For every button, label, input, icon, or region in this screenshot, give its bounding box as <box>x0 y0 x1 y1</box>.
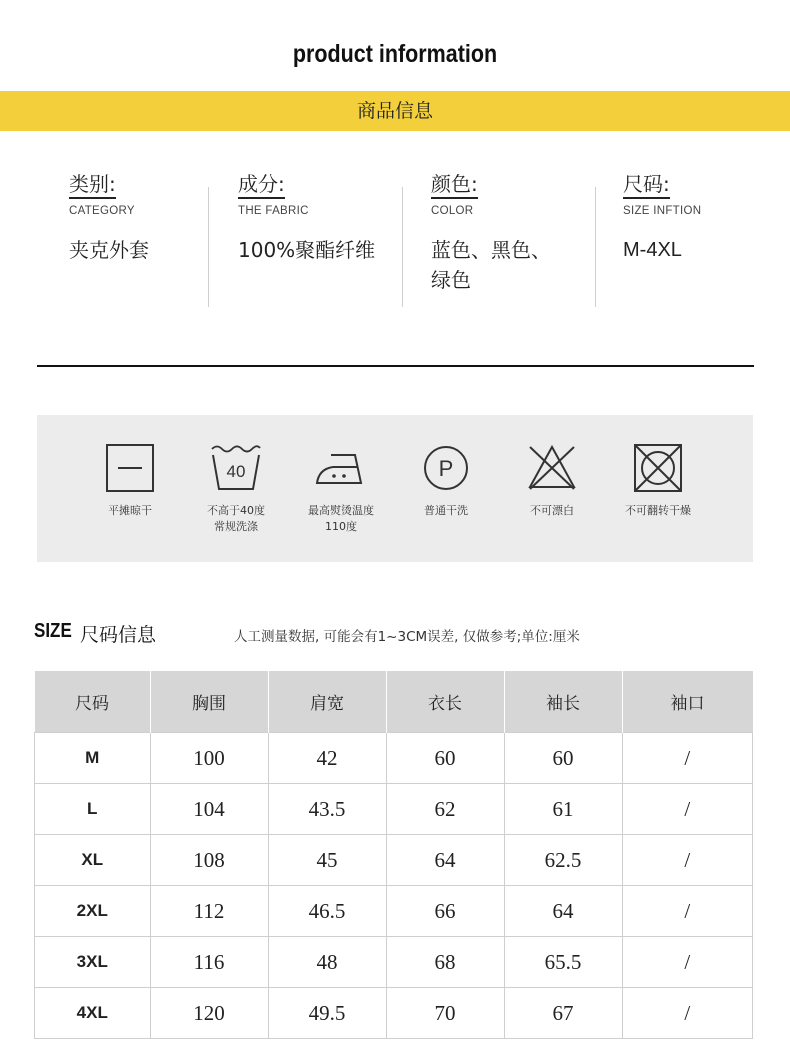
table-cell: 61 <box>504 784 622 835</box>
table-cell: 3XL <box>35 937 151 988</box>
info-value: 夹克外套 <box>69 238 149 262</box>
iron-icon <box>313 443 369 493</box>
table-cell: 100 <box>150 733 268 784</box>
care-label-line: 110度 <box>325 520 357 533</box>
info-fabric <box>238 172 393 308</box>
info-value: M-4XL <box>623 239 682 261</box>
band-label: 商品信息 <box>356 100 433 122</box>
care-label: 平摊晾干 <box>108 504 152 517</box>
table-cell: / <box>622 937 753 988</box>
column-header: 袖长 <box>504 671 622 733</box>
table-cell: 108 <box>150 835 268 886</box>
divider <box>402 187 403 307</box>
svg-text:40: 40 <box>226 462 246 481</box>
table-cell: 64 <box>504 886 622 937</box>
table-row <box>35 835 753 886</box>
table-cell: 65.5 <box>504 937 622 988</box>
table-cell: 112 <box>150 886 268 937</box>
care-label-line: 不高于40度 <box>207 504 265 517</box>
table-row <box>35 988 753 1039</box>
table-cell: / <box>622 886 753 937</box>
table-cell: 66 <box>386 886 504 937</box>
table-cell: 104 <box>150 784 268 835</box>
info-value: 100%聚酯纤维 <box>238 238 376 262</box>
info-subheading: COLOR <box>431 205 474 217</box>
column-header: 袖口 <box>622 671 753 733</box>
table-cell: / <box>622 784 753 835</box>
column-header: 尺码 <box>35 671 151 733</box>
divider <box>208 187 209 307</box>
table-cell: 116 <box>150 937 268 988</box>
size-section-title <box>34 620 157 646</box>
info-color <box>431 172 561 308</box>
section-band <box>0 91 790 131</box>
care-item <box>497 443 607 519</box>
care-label: 不可漂白 <box>530 504 574 517</box>
section-divider <box>37 365 754 367</box>
care-label-line: 常规洗涤 <box>214 520 258 533</box>
info-subheading: THE FABRIC <box>238 205 309 217</box>
table-cell: 70 <box>386 988 504 1039</box>
wash-40-icon <box>210 443 262 493</box>
care-item <box>286 443 396 535</box>
table-cell: M <box>35 733 151 784</box>
care-panel <box>37 415 753 562</box>
table-cell: 4XL <box>35 988 151 1039</box>
table-cell: 43.5 <box>268 784 386 835</box>
size-note: 人工测量数据, 可能会有1~3CM误差, 仅做参考;单位:厘米 <box>234 629 580 645</box>
size-title-en: SIZE <box>34 620 72 642</box>
info-heading: 类别: <box>69 172 116 199</box>
table-cell: 67 <box>504 988 622 1039</box>
care-label: 不可翻转干燥 <box>625 504 691 517</box>
dry-clean-p-icon <box>421 443 471 493</box>
no-bleach-icon <box>526 443 578 493</box>
table-cell: 46.5 <box>268 886 386 937</box>
column-header: 衣长 <box>386 671 504 733</box>
care-item <box>181 443 291 535</box>
table-row <box>35 784 753 835</box>
svg-text:P: P <box>438 456 454 481</box>
flat-dry-icon <box>105 443 155 493</box>
table-cell: 49.5 <box>268 988 386 1039</box>
table-cell: 42 <box>268 733 386 784</box>
table-cell: 45 <box>268 835 386 886</box>
care-label-line: 最高熨烫温度 <box>308 504 374 517</box>
info-subheading: CATEGORY <box>69 205 135 217</box>
care-label: 普通干洗 <box>424 504 468 517</box>
info-value: 蓝色、黑色、绿色 <box>431 238 551 292</box>
table-row <box>35 733 753 784</box>
table-cell: L <box>35 784 151 835</box>
size-table <box>34 671 753 1039</box>
size-title-cn: 尺码信息 <box>80 624 157 646</box>
table-header-row <box>35 671 753 733</box>
info-heading: 颜色: <box>431 172 478 199</box>
info-category <box>69 172 204 308</box>
info-size <box>623 172 753 308</box>
info-heading: 成分: <box>238 172 285 199</box>
care-label <box>286 503 396 535</box>
table-cell: 48 <box>268 937 386 988</box>
table-cell: 62.5 <box>504 835 622 886</box>
table-cell: 60 <box>504 733 622 784</box>
table-cell: / <box>622 733 753 784</box>
no-tumble-dry-icon <box>633 443 683 493</box>
table-cell: / <box>622 835 753 886</box>
care-item <box>603 443 713 519</box>
divider <box>595 187 596 307</box>
table-row <box>35 886 753 937</box>
table-cell: 120 <box>150 988 268 1039</box>
table-cell: XL <box>35 835 151 886</box>
table-cell: 68 <box>386 937 504 988</box>
info-subheading: SIZE INFTION <box>623 205 702 217</box>
table-cell: 60 <box>386 733 504 784</box>
table-cell: 62 <box>386 784 504 835</box>
info-heading: 尺码: <box>623 172 670 199</box>
column-header: 肩宽 <box>268 671 386 733</box>
column-header: 胸围 <box>150 671 268 733</box>
care-item <box>391 443 501 519</box>
page-title: product information <box>292 40 498 68</box>
table-cell: 64 <box>386 835 504 886</box>
care-item <box>75 443 185 519</box>
care-label <box>181 503 291 535</box>
table-row <box>35 937 753 988</box>
table-cell: / <box>622 988 753 1039</box>
table-cell: 2XL <box>35 886 151 937</box>
